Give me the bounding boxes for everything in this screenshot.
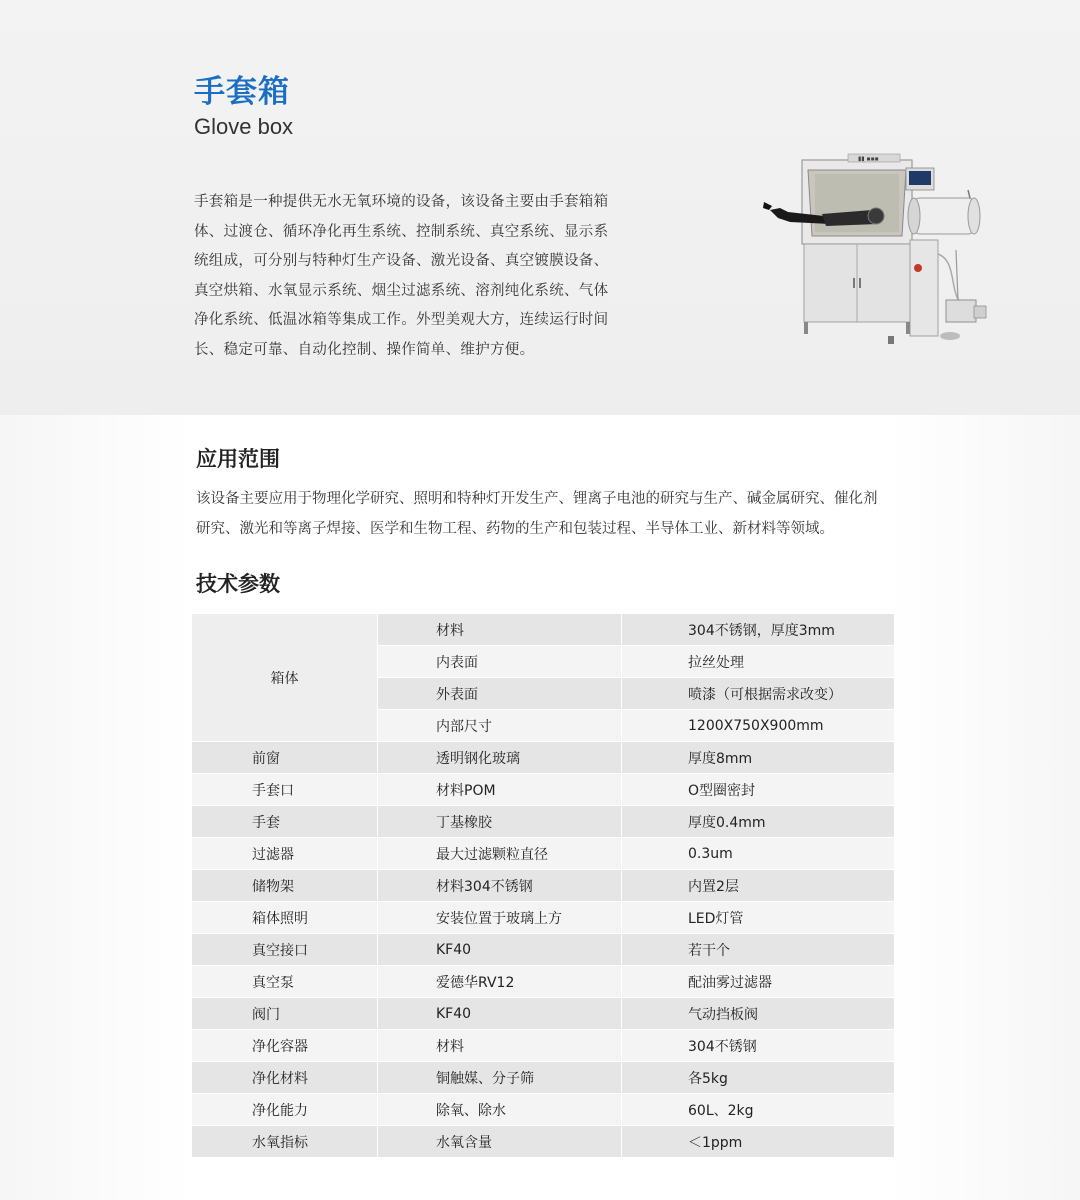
spec-value: 304不锈钢，厚度3mm [622, 614, 895, 646]
intro-line: 体、过渡仓、循环净化再生系统、控制系统、真空系统、显示系 [194, 223, 609, 240]
application-heading: 应用范围 [196, 447, 280, 471]
spec-item: 材料POM [378, 774, 622, 806]
table-row [192, 902, 895, 934]
spec-item: 内表面 [378, 646, 622, 678]
page-title: 手套箱 [194, 74, 290, 110]
spec-name: 真空泵 [192, 966, 378, 998]
table-row [192, 1062, 895, 1094]
spec-value: 拉丝处理 [622, 646, 895, 678]
svg-text:▮▮ ▪▪▪: ▮▮ ▪▪▪ [858, 155, 879, 163]
spec-value: 若干个 [622, 934, 895, 966]
spec-item: 铜触媒、分子筛 [378, 1062, 622, 1094]
spec-item: 最大过滤颗粒直径 [378, 838, 622, 870]
spec-name: 储物架 [192, 870, 378, 902]
spec-item: 外表面 [378, 678, 622, 710]
intro-line: 统组成，可分别与特种灯生产设备、激光设备、真空镀膜设备、 [194, 253, 609, 270]
spec-item: 除氧、除水 [378, 1094, 622, 1126]
spec-item: 爱德华RV12 [378, 966, 622, 998]
spec-value: 厚度0.4mm [622, 806, 895, 838]
table-row [192, 742, 895, 774]
application-line: 该设备主要应用于物理化学研究、照明和特种灯开发生产、锂离子电池的研究与生产、碱金属研究、催化剂 [196, 491, 878, 507]
table-row [192, 870, 895, 902]
spec-value: LED灯管 [622, 902, 895, 934]
spec-value: 1200X750X900mm [622, 710, 895, 742]
spec-name: 真空接口 [192, 934, 378, 966]
application-line: 研究、激光和等离子焊接、医学和生物工程、药物的生产和包装过程、半导体工业、新材料等领域。 [196, 520, 834, 537]
spec-value: 0.3um [622, 838, 895, 870]
page-subtitle: Glove box [194, 114, 294, 139]
table-row [192, 934, 895, 966]
spec-name: 手套 [192, 806, 378, 838]
glove-box-machine-image [760, 150, 1000, 350]
spec-group-name: 箱体 [192, 614, 378, 742]
table-row [192, 614, 895, 646]
spec-name: 净化容器 [192, 1030, 378, 1062]
spec-item: KF40 [378, 934, 622, 966]
table-row [192, 1126, 895, 1158]
spec-value: 304不锈钢 [622, 1030, 895, 1062]
spec-value: 60L、2kg [622, 1094, 895, 1126]
table-row [192, 966, 895, 998]
table-row [192, 998, 895, 1030]
spec-value: 气动挡板阀 [622, 998, 895, 1030]
spec-item: 材料 [378, 1030, 622, 1062]
table-row [192, 1094, 895, 1126]
spec-name: 净化能力 [192, 1094, 378, 1126]
spec-item: 安装位置于玻璃上方 [378, 902, 622, 934]
table-row [192, 1030, 895, 1062]
spec-item: KF40 [378, 998, 622, 1030]
spec-item: 水氧含量 [378, 1126, 622, 1158]
spec-name: 水氧指标 [192, 1126, 378, 1158]
intro-line: 手套箱是一种提供无水无氧环境的设备，该设备主要由手套箱箱 [194, 194, 609, 210]
intro-line: 净化系统、低温冰箱等集成工作。外型美观大方，连续运行时间 [194, 312, 609, 329]
intro-line: 长、稳定可靠、自动化控制、操作简单、维护方便。 [194, 341, 535, 358]
spec-value: 内置2层 [622, 870, 895, 902]
spec-item: 材料304不锈钢 [378, 870, 622, 902]
spec-name: 过滤器 [192, 838, 378, 870]
application-paragraph [196, 485, 916, 544]
spec-name: 净化材料 [192, 1062, 378, 1094]
spec-item: 丁基橡胶 [378, 806, 622, 838]
spec-value: 配油雾过滤器 [622, 966, 895, 998]
spec-value: 厚度8mm [622, 742, 895, 774]
table-row [192, 774, 895, 806]
spec-name: 阀门 [192, 998, 378, 1030]
specs-heading: 技术参数 [196, 572, 280, 596]
table-row [192, 838, 895, 870]
table-row [192, 806, 895, 838]
spec-value: ＜1ppm [622, 1126, 895, 1158]
spec-value: 喷漆（可根据需求改变） [622, 678, 895, 710]
spec-item: 内部尺寸 [378, 710, 622, 742]
intro-paragraph [194, 188, 624, 366]
spec-name: 箱体照明 [192, 902, 378, 934]
intro-line: 真空烘箱、水氧显示系统、烟尘过滤系统、溶剂纯化系统、气体 [194, 282, 609, 299]
spec-table [191, 613, 895, 1158]
spec-name: 前窗 [192, 742, 378, 774]
spec-item: 材料 [378, 614, 622, 646]
spec-value: 各5kg [622, 1062, 895, 1094]
spec-value: O型圈密封 [622, 774, 895, 806]
spec-item: 透明钢化玻璃 [378, 742, 622, 774]
spec-name: 手套口 [192, 774, 378, 806]
